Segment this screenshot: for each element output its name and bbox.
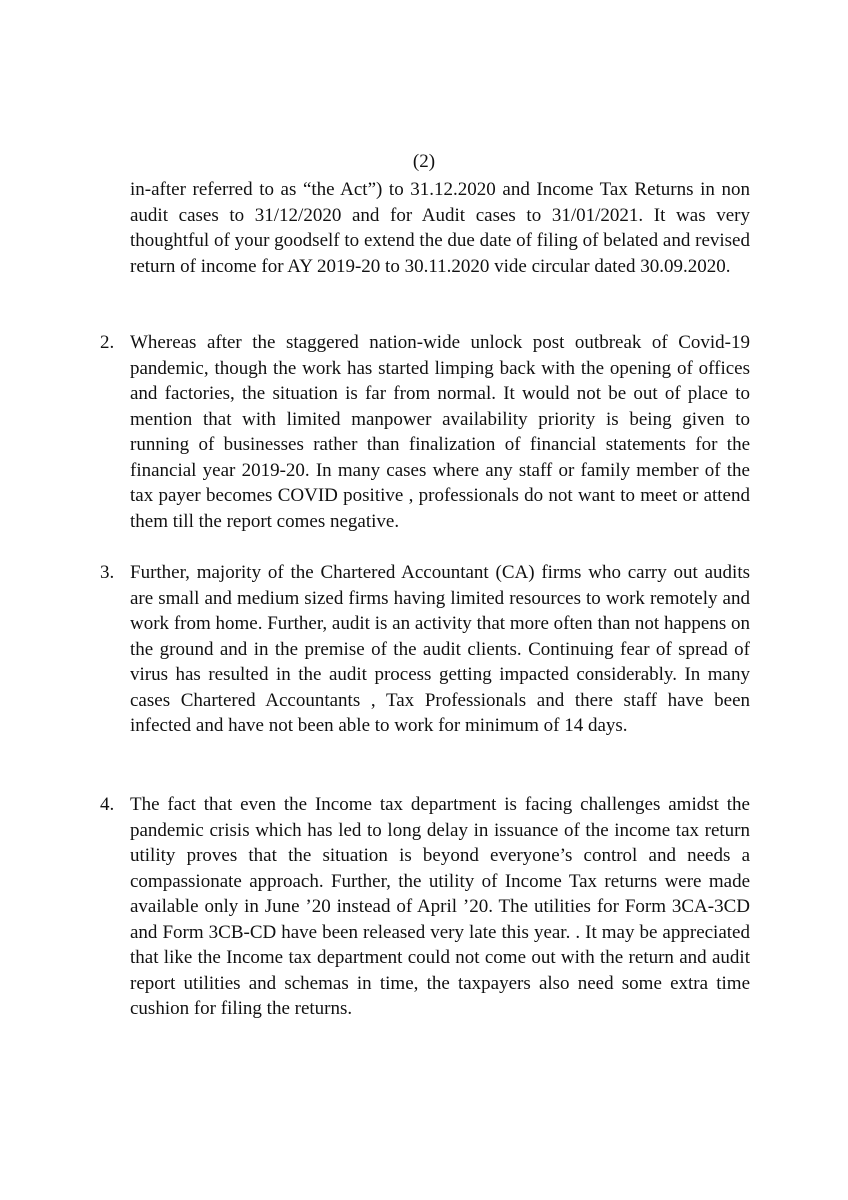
paragraph-text: Whereas after the staggered nation-wide unlock post outbreak of Covid-19 pandemic, though the work has started limping back with the opening of offices and factories, the situation is far from normal. It would not be out of place to mention that with limited manpower availability priority is being given to running of businesses rather than finalization of financial statements for the financial year 2019-20. In many cases where any staff or family member of the tax payer becomes COVID positive , professionals do not want to meet or attend them till the report comes negative. [130, 332, 750, 532]
paragraph-number: 2. [100, 332, 115, 353]
paragraph-text: The fact that even the Income tax department is facing challenges amidst the pandemic crisis which has led to long delay in issuance of the income tax return utility proves that the situation is beyond everyone’s control and needs a compassionate approach. Further, the utility of Income Tax returns were made available only in June ’20 instead of April ’20. The utilities for Form 3CA-3CD and Form 3CB-CD have been released very late this year. . It may be appreciated that like the Income tax department could not come out with the return and audit report utilities and schemas in time, the taxpayers also need some extra time cushion for filing the returns. [130, 794, 750, 1019]
paragraph-number: 4. [100, 794, 115, 815]
paragraph-text: Further, majority of the Chartered Accountant (CA) firms who carry out audits are small and medium sized firms having limited resources to work remotely and work from home. Further, audit is an activity that more often than not happens on the ground and in the premise of the audit clients. Continuing fear of spread of virus has resulted in the audit process getting impacted considerably. In many cases Chartered Accountants , Tax Professionals and there staff have been infected and have not been able to work for minimum of 14 days. [130, 562, 750, 736]
page-number: (2) [412, 151, 436, 172]
numbered-paragraph-3 [100, 560, 750, 739]
numbered-paragraph-4 [100, 792, 750, 1022]
continuation-paragraph: in-after referred to as “the Act”) to 31.12.2020 and Income Tax Returns in non audit cases to 31/12/2020 and for Audit cases to 31/01/2021. It was very thoughtful of your goodself to extend the due date of filing of belated and revised return of income for AY 2019-20 to 30.11.2020 vide circular dated 30.09.2020. [130, 179, 750, 277]
numbered-paragraph-2 [100, 330, 750, 534]
paragraph-number: 3. [100, 562, 115, 583]
